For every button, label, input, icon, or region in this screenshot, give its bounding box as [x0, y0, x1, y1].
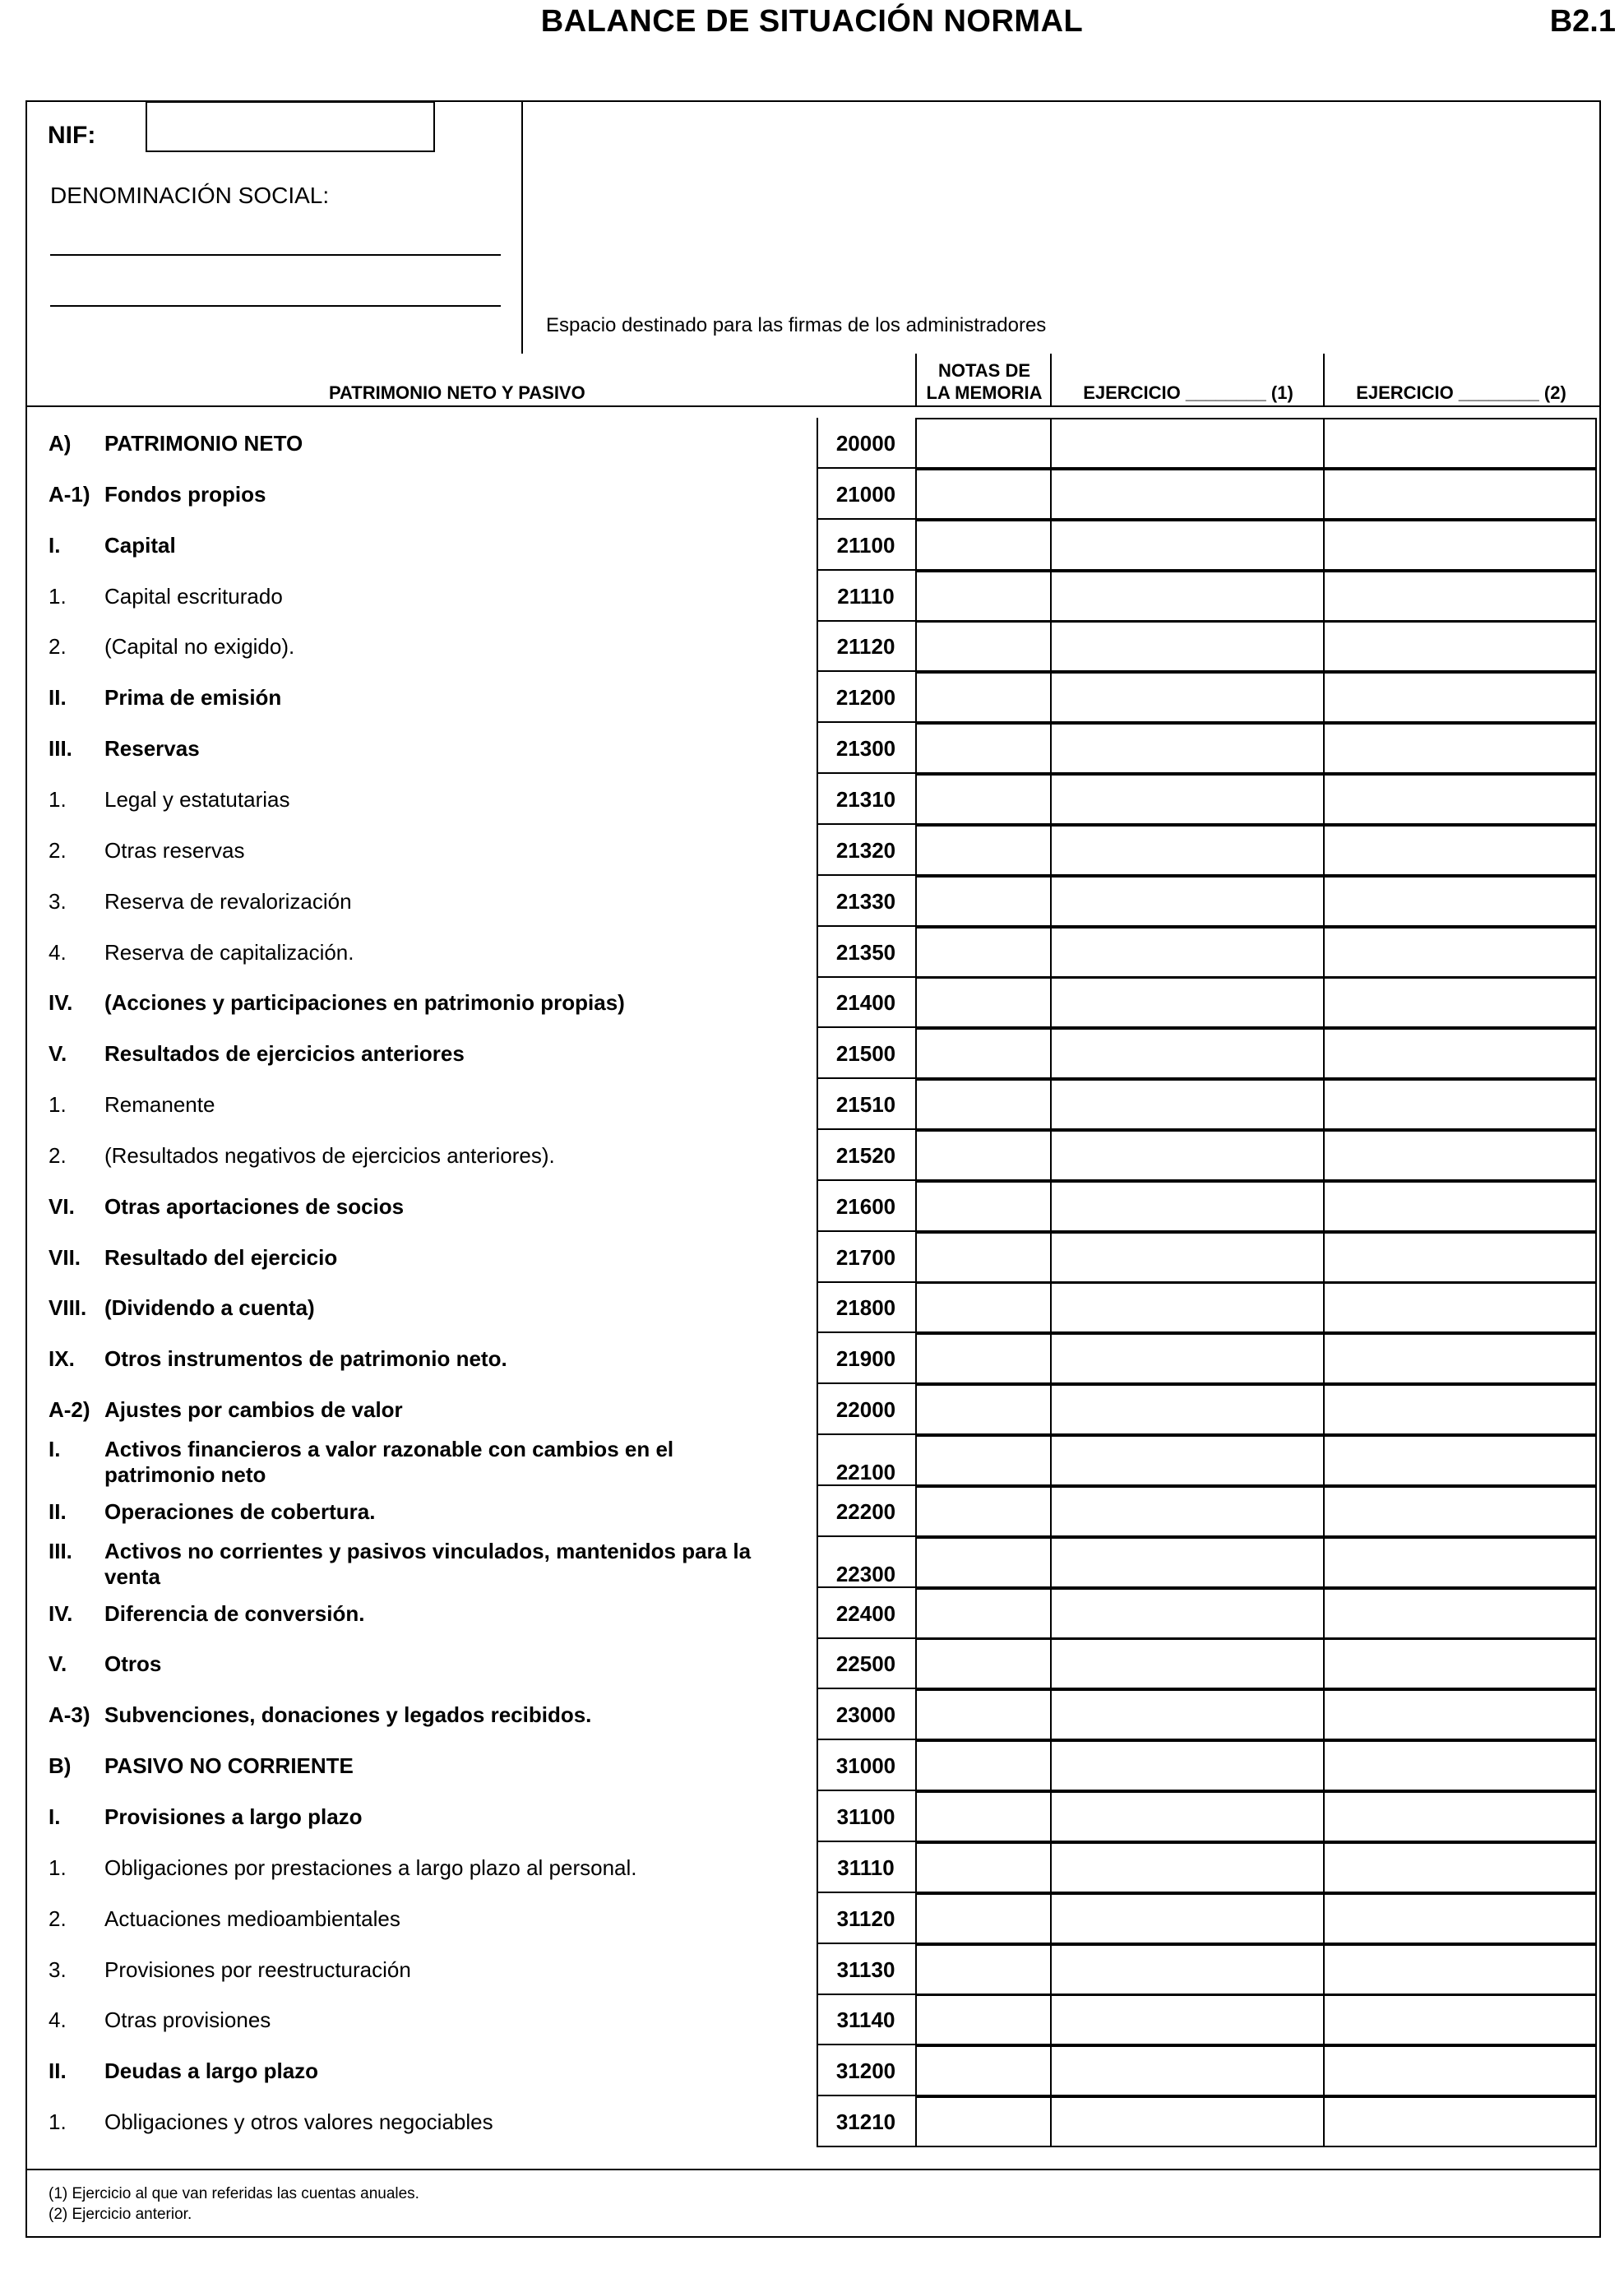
year2-cell[interactable] — [1323, 418, 1597, 469]
year2-cell[interactable] — [1323, 1638, 1597, 1689]
row-line-code: 21350 — [835, 939, 896, 965]
year1-cell[interactable] — [1050, 1028, 1325, 1079]
year2-cell[interactable] — [1323, 1282, 1597, 1333]
row-line-code: 31200 — [835, 2058, 896, 2084]
row-line-code: 21400 — [835, 990, 896, 1016]
line-code-box — [817, 1333, 917, 1384]
line-code-box — [817, 1282, 917, 1333]
year2-cell[interactable] — [1323, 2045, 1597, 2096]
row-label-text: Prima de emisión — [104, 685, 286, 710]
row-label — [104, 2109, 795, 2135]
row-code: 3. — [49, 1957, 67, 1982]
row-label-text: Provisiones a largo plazo — [104, 1804, 368, 1829]
row-label — [104, 1651, 795, 1677]
row-line-code: 22200 — [835, 1498, 896, 1524]
row-code: V. — [49, 1041, 67, 1067]
year1-cell[interactable] — [1050, 1740, 1325, 1791]
year1-cell[interactable] — [1050, 1994, 1325, 2045]
year2-cell[interactable] — [1323, 1893, 1597, 1944]
row-code: 4. — [49, 2007, 67, 2033]
leader-dots — [104, 551, 795, 553]
row-line-code: 21100 — [836, 532, 895, 558]
row-label — [104, 2007, 795, 2033]
row-label-line-1: Activos financieros a valor razonable con cambios en el — [104, 1437, 674, 1461]
row-label — [104, 736, 795, 762]
row-code: I. — [49, 532, 61, 558]
row-line-code: 22100 — [835, 1460, 896, 1484]
year1-cell[interactable] — [1050, 723, 1325, 774]
year1-cell[interactable] — [1050, 520, 1325, 571]
footnote-separator — [25, 2169, 1601, 2170]
row-label — [104, 1957, 795, 1983]
row-label-text: (Dividendo a cuenta) — [104, 1295, 320, 1320]
row-label-text: Resultado del ejercicio — [104, 1245, 342, 1270]
year1-cell[interactable] — [1050, 825, 1325, 876]
year1-cell[interactable] — [1050, 1384, 1325, 1435]
row-label — [104, 685, 795, 711]
denominacion-label: DENOMINACIÓN SOCIAL: — [50, 183, 330, 208]
line-code-box — [817, 774, 917, 825]
row-label — [104, 787, 795, 813]
line-code-box — [817, 1893, 917, 1944]
header-divider-year1 — [1050, 354, 1052, 407]
line-code-box — [817, 1435, 917, 1486]
row-label-text: Otras provisiones — [104, 2007, 275, 2032]
row-label-text: Capital — [104, 533, 181, 558]
row-line-code: 21110 — [837, 583, 895, 609]
year1-cell[interactable] — [1050, 1689, 1325, 1740]
row-label-text: Obligaciones por prestaciones a largo plazo al personal. — [104, 1855, 642, 1880]
row-code: II. — [49, 2058, 67, 2084]
year2-cell[interactable] — [1323, 1842, 1597, 1893]
year1-cell[interactable] — [1050, 1893, 1325, 1944]
year1-cell[interactable] — [1050, 1842, 1325, 1893]
row-code: 2. — [49, 1906, 67, 1931]
year2-cell[interactable] — [1323, 977, 1597, 1028]
line-code-box — [817, 571, 917, 622]
line-code-box — [817, 2096, 917, 2147]
notes-cell[interactable] — [915, 1944, 1052, 1995]
row-line-code: 22400 — [835, 1600, 896, 1626]
year2-cell[interactable] — [1323, 1130, 1597, 1181]
line-code-box — [817, 977, 917, 1028]
row-code: 1. — [49, 786, 67, 812]
row-label — [104, 1804, 795, 1830]
row-label — [104, 1397, 795, 1423]
row-line-code: 21200 — [835, 685, 896, 711]
row-code: B) — [49, 1753, 72, 1779]
row-line-code: 31000 — [835, 1753, 896, 1779]
line-code-box — [817, 418, 917, 469]
row-line-code: 21330 — [835, 888, 896, 914]
row-code: 2. — [49, 837, 67, 863]
year2-cell[interactable] — [1323, 1435, 1597, 1486]
row-label-text: Legal y estatutarias — [104, 787, 294, 812]
row-line-code: 31130 — [836, 1957, 895, 1982]
row-label-text: Capital escriturado — [104, 584, 288, 609]
row-label — [104, 940, 795, 966]
row-label — [104, 1346, 795, 1372]
year1-cell[interactable] — [1050, 977, 1325, 1028]
year2-cell[interactable] — [1323, 1232, 1597, 1283]
row-label — [104, 1539, 795, 1590]
notes-cell[interactable] — [915, 1282, 1052, 1333]
line-code-box — [817, 876, 917, 927]
row-code: VIII. — [49, 1295, 87, 1321]
row-label-text: Reserva de capitalización. — [104, 940, 359, 965]
footnote-1: (1) Ejercicio al que van referidas las cuentas anuales. — [49, 2185, 419, 2202]
notes-cell[interactable] — [915, 1181, 1052, 1232]
row-label — [104, 1906, 795, 1932]
notes-cell[interactable] — [915, 1638, 1052, 1689]
row-label — [104, 482, 795, 507]
notes-cell[interactable] — [915, 621, 1052, 672]
row-label — [104, 1601, 795, 1627]
row-code: 2. — [49, 634, 67, 660]
year2-cell[interactable] — [1323, 520, 1597, 571]
notes-cell[interactable] — [915, 876, 1052, 927]
row-code: 1. — [49, 1855, 67, 1880]
year1-cell[interactable] — [1050, 672, 1325, 723]
notes-cell[interactable] — [915, 1130, 1052, 1181]
notes-cell[interactable] — [915, 1537, 1052, 1588]
line-code-box — [817, 1944, 917, 1995]
column-header-year-1: EJERCICIO ________ (1) — [1083, 382, 1293, 403]
row-code: VI. — [49, 1193, 75, 1219]
year2-cell[interactable] — [1323, 774, 1597, 825]
year2-cell[interactable] — [1323, 469, 1597, 520]
year2-cell[interactable] — [1323, 1689, 1597, 1740]
row-code: IX. — [49, 1346, 75, 1372]
row-label-text: Otros — [104, 1651, 166, 1676]
notes-cell[interactable] — [915, 1232, 1052, 1283]
row-code: 1. — [49, 2109, 67, 2135]
row-label — [104, 1855, 795, 1881]
year1-cell[interactable] — [1050, 469, 1325, 520]
row-label-text: Ajustes por cambios de valor — [104, 1397, 408, 1422]
year1-cell[interactable] — [1050, 1588, 1325, 1639]
row-label — [104, 1499, 795, 1525]
line-code-box — [817, 1079, 917, 1130]
row-label — [104, 584, 795, 609]
row-code: I. — [49, 1437, 61, 1461]
row-line-code: 20000 — [835, 431, 896, 456]
year2-cell[interactable] — [1323, 571, 1597, 622]
line-code-box — [817, 1537, 917, 1588]
notes-cell[interactable] — [915, 2045, 1052, 2096]
year2-cell[interactable] — [1323, 876, 1597, 927]
year2-cell[interactable] — [1323, 1791, 1597, 1842]
year2-cell[interactable] — [1323, 1994, 1597, 2045]
row-code: A-3) — [49, 1702, 90, 1728]
line-code-box — [817, 1232, 917, 1283]
nif-field[interactable] — [146, 101, 435, 152]
notes-cell[interactable] — [915, 418, 1052, 469]
row-label-text: Resultados de ejercicios anteriores — [104, 1041, 470, 1066]
line-code-box — [817, 1994, 917, 2045]
line-code-box — [817, 723, 917, 774]
header-divider-notes — [915, 354, 917, 407]
row-code: A-1) — [49, 481, 90, 507]
column-header-concept: PATRIMONIO NETO Y PASIVO — [329, 382, 585, 403]
row-line-code: 21000 — [835, 481, 896, 507]
row-code: 4. — [49, 939, 67, 965]
year2-cell[interactable] — [1323, 927, 1597, 978]
row-label-text: Reservas — [104, 736, 205, 761]
notes-cell[interactable] — [915, 1079, 1052, 1130]
header-divider-year2 — [1323, 354, 1325, 407]
line-code-box — [817, 672, 917, 723]
row-label-text: (Acciones y participaciones en patrimonio propias) — [104, 990, 630, 1015]
row-label — [104, 1753, 795, 1779]
line-code-box — [817, 927, 917, 978]
notes-cell[interactable] — [915, 1842, 1052, 1893]
nif-label: NIF: — [48, 122, 96, 149]
line-code-box — [817, 825, 917, 876]
row-code: A) — [49, 431, 72, 456]
row-line-code: 22000 — [835, 1397, 896, 1423]
row-label-text: PASIVO NO CORRIENTE — [104, 1753, 359, 1778]
row-label-text: Otras aportaciones de socios — [104, 1194, 409, 1219]
line-code-box — [817, 1588, 917, 1639]
notes-cell[interactable] — [915, 1689, 1052, 1740]
line-code-box — [817, 1740, 917, 1791]
notes-cell[interactable] — [915, 1486, 1052, 1537]
year1-cell[interactable] — [1050, 571, 1325, 622]
notes-cell[interactable] — [915, 1333, 1052, 1384]
row-code: 1. — [49, 1092, 67, 1118]
notes-cell[interactable] — [915, 927, 1052, 978]
row-label-line-1: Activos no corrientes y pasivos vinculados, mantenidos para la — [104, 1538, 752, 1563]
year2-cell[interactable] — [1323, 621, 1597, 672]
row-label — [104, 2058, 795, 2084]
line-code-box — [817, 1130, 917, 1181]
notes-cell[interactable] — [915, 1384, 1052, 1435]
page-title: BALANCE DE SITUACIÓN NORMAL — [540, 4, 1084, 39]
line-code-box — [817, 469, 917, 520]
leader-dots — [104, 1582, 795, 1585]
row-line-code: 23000 — [835, 1702, 896, 1728]
row-label — [104, 838, 795, 864]
row-label — [104, 889, 795, 915]
year1-cell[interactable] — [1050, 2045, 1325, 2096]
column-header-notes-1: NOTAS DE — [937, 360, 1031, 381]
row-line-code: 21500 — [835, 1041, 896, 1067]
line-code-box — [817, 1028, 917, 1079]
form-code: B2.1 — [1549, 4, 1616, 39]
year2-cell[interactable] — [1323, 1944, 1597, 1995]
line-code-box — [817, 1486, 917, 1537]
row-code: A-2) — [49, 1397, 90, 1423]
row-code: V. — [49, 1651, 67, 1677]
line-code-box — [817, 1689, 917, 1740]
year2-cell[interactable] — [1323, 1588, 1597, 1639]
denominacion-line-2[interactable] — [50, 305, 501, 307]
notes-cell[interactable] — [915, 977, 1052, 1028]
row-line-code: 21520 — [835, 1142, 896, 1168]
year2-cell[interactable] — [1323, 1333, 1597, 1384]
year1-cell[interactable] — [1050, 876, 1325, 927]
footnote-2: (2) Ejercicio anterior. — [49, 2206, 192, 2223]
year1-cell[interactable] — [1050, 1537, 1325, 1588]
year2-cell[interactable] — [1323, 1486, 1597, 1537]
denominacion-line-1[interactable] — [50, 254, 501, 256]
row-code: 1. — [49, 583, 67, 609]
year1-cell[interactable] — [1050, 1130, 1325, 1181]
row-line-code: 21310 — [835, 786, 896, 812]
row-code: IV. — [49, 990, 73, 1016]
row-line-code: 21800 — [835, 1295, 896, 1321]
year2-cell[interactable] — [1323, 1384, 1597, 1435]
row-label-text: (Capital no exigido). — [104, 634, 299, 659]
year2-cell[interactable] — [1323, 1537, 1597, 1588]
year1-cell[interactable] — [1050, 1791, 1325, 1842]
year2-cell[interactable] — [1323, 1028, 1597, 1079]
year1-cell[interactable] — [1050, 1232, 1325, 1283]
row-label-line-2: patrimonio neto — [104, 1462, 271, 1487]
row-label — [104, 533, 795, 558]
year1-cell[interactable] — [1050, 1181, 1325, 1232]
leader-dots — [104, 1669, 795, 1672]
row-code: IV. — [49, 1600, 73, 1626]
year2-cell[interactable] — [1323, 672, 1597, 723]
notes-cell[interactable] — [915, 469, 1052, 520]
row-label — [104, 1245, 795, 1271]
year1-cell[interactable] — [1050, 621, 1325, 672]
row-label — [104, 1143, 795, 1169]
row-label-text: Reserva de revalorización — [104, 889, 357, 914]
row-label — [104, 431, 795, 456]
line-code-box — [817, 1384, 917, 1435]
row-label — [104, 1041, 795, 1067]
year1-cell[interactable] — [1050, 1333, 1325, 1384]
row-line-code: 21510 — [835, 1092, 896, 1118]
row-label-text: Obligaciones y otros valores negociables — [104, 2109, 498, 2134]
row-label — [104, 1702, 795, 1728]
row-line-code: 31140 — [836, 2007, 895, 2033]
line-code-box — [817, 520, 917, 571]
signature-divider — [521, 100, 523, 354]
row-label-text: PATRIMONIO NETO — [104, 431, 308, 456]
line-code-box — [817, 1638, 917, 1689]
row-line-code: 21300 — [835, 736, 896, 762]
year1-cell[interactable] — [1050, 418, 1325, 469]
row-line-code: 21120 — [836, 634, 895, 660]
year2-cell[interactable] — [1323, 1079, 1597, 1130]
notes-cell[interactable] — [915, 672, 1052, 723]
row-line-code: 31110 — [837, 1855, 895, 1880]
notes-cell[interactable] — [915, 1994, 1052, 2045]
row-label-text: Provisiones por reestructuración — [104, 1957, 416, 1982]
year1-cell[interactable] — [1050, 927, 1325, 978]
notes-cell[interactable] — [915, 1740, 1052, 1791]
notes-cell[interactable] — [915, 1588, 1052, 1639]
year1-cell[interactable] — [1050, 1435, 1325, 1486]
notes-cell[interactable] — [915, 825, 1052, 876]
year2-cell[interactable] — [1323, 723, 1597, 774]
notes-cell[interactable] — [915, 1791, 1052, 1842]
column-header-year-2: EJERCICIO ________ (2) — [1356, 382, 1566, 403]
row-line-code: 21900 — [835, 1346, 896, 1372]
row-label-text: Diferencia de conversión. — [104, 1601, 369, 1626]
row-line-code: 31120 — [836, 1906, 895, 1931]
row-code: III. — [49, 736, 72, 762]
row-label-text: Remanente — [104, 1092, 220, 1117]
row-label-text: (Resultados negativos de ejercicios anteriores). — [104, 1143, 560, 1168]
row-label-text: Otras reservas — [104, 838, 250, 863]
year1-cell[interactable] — [1050, 2096, 1325, 2147]
year2-cell[interactable] — [1323, 825, 1597, 876]
notes-cell[interactable] — [915, 1435, 1052, 1486]
year2-cell[interactable] — [1323, 1181, 1597, 1232]
notes-cell[interactable] — [915, 2096, 1052, 2147]
row-line-code: 22500 — [835, 1651, 896, 1677]
row-code: 3. — [49, 888, 67, 914]
row-label-text: Operaciones de cobertura. — [104, 1499, 380, 1524]
year1-cell[interactable] — [1050, 1486, 1325, 1537]
row-line-code: 31100 — [836, 1804, 895, 1829]
notes-cell[interactable] — [915, 1028, 1052, 1079]
row-label — [104, 1437, 795, 1488]
row-line-code: 21700 — [835, 1244, 896, 1270]
row-label-text: Deudas a largo plazo — [104, 2058, 323, 2083]
year1-cell[interactable] — [1050, 1282, 1325, 1333]
row-label-text: Fondos propios — [104, 482, 271, 507]
row-line-code: 21320 — [835, 837, 896, 863]
row-code: 2. — [49, 1142, 67, 1168]
row-line-code: 22300 — [835, 1561, 896, 1586]
row-code: VII. — [49, 1244, 81, 1270]
row-line-code: 31210 — [835, 2109, 896, 2135]
line-code-box — [817, 1842, 917, 1893]
row-label-text: Actuaciones medioambientales — [104, 1906, 405, 1931]
row-code: I. — [49, 1804, 61, 1829]
row-label-text: Otros instrumentos de patrimonio neto. — [104, 1346, 512, 1371]
row-line-code: 21600 — [835, 1193, 896, 1219]
notes-cell[interactable] — [915, 520, 1052, 571]
line-code-box — [817, 2045, 917, 2096]
row-code: III. — [49, 1538, 72, 1563]
notes-cell[interactable] — [915, 1893, 1052, 1944]
year1-cell[interactable] — [1050, 1638, 1325, 1689]
signature-space-text: Espacio destinado para las firmas de los administradores — [546, 314, 1047, 336]
line-code-box — [817, 621, 917, 672]
row-label — [104, 634, 795, 660]
row-label — [104, 1295, 795, 1321]
notes-cell[interactable] — [915, 774, 1052, 825]
footnotes — [49, 2183, 419, 2225]
column-header-notes-2: LA MEMORIA — [926, 382, 1043, 403]
row-code: II. — [49, 1498, 67, 1524]
notes-cell[interactable] — [915, 723, 1052, 774]
row-label-line-2: venta — [104, 1564, 165, 1589]
notes-cell[interactable] — [915, 571, 1052, 622]
row-code: II. — [49, 685, 67, 711]
row-label — [104, 1194, 795, 1220]
row-label-text: Subvenciones, donaciones y legados recibidos. — [104, 1702, 596, 1727]
year2-cell[interactable] — [1323, 2096, 1597, 2147]
year1-cell[interactable] — [1050, 1079, 1325, 1130]
year1-cell[interactable] — [1050, 1944, 1325, 1995]
year2-cell[interactable] — [1323, 1740, 1597, 1791]
row-label — [104, 990, 795, 1016]
line-code-box — [817, 1791, 917, 1842]
row-label — [104, 1092, 795, 1118]
year1-cell[interactable] — [1050, 774, 1325, 825]
line-code-box — [817, 1181, 917, 1232]
leader-dots — [104, 754, 795, 757]
